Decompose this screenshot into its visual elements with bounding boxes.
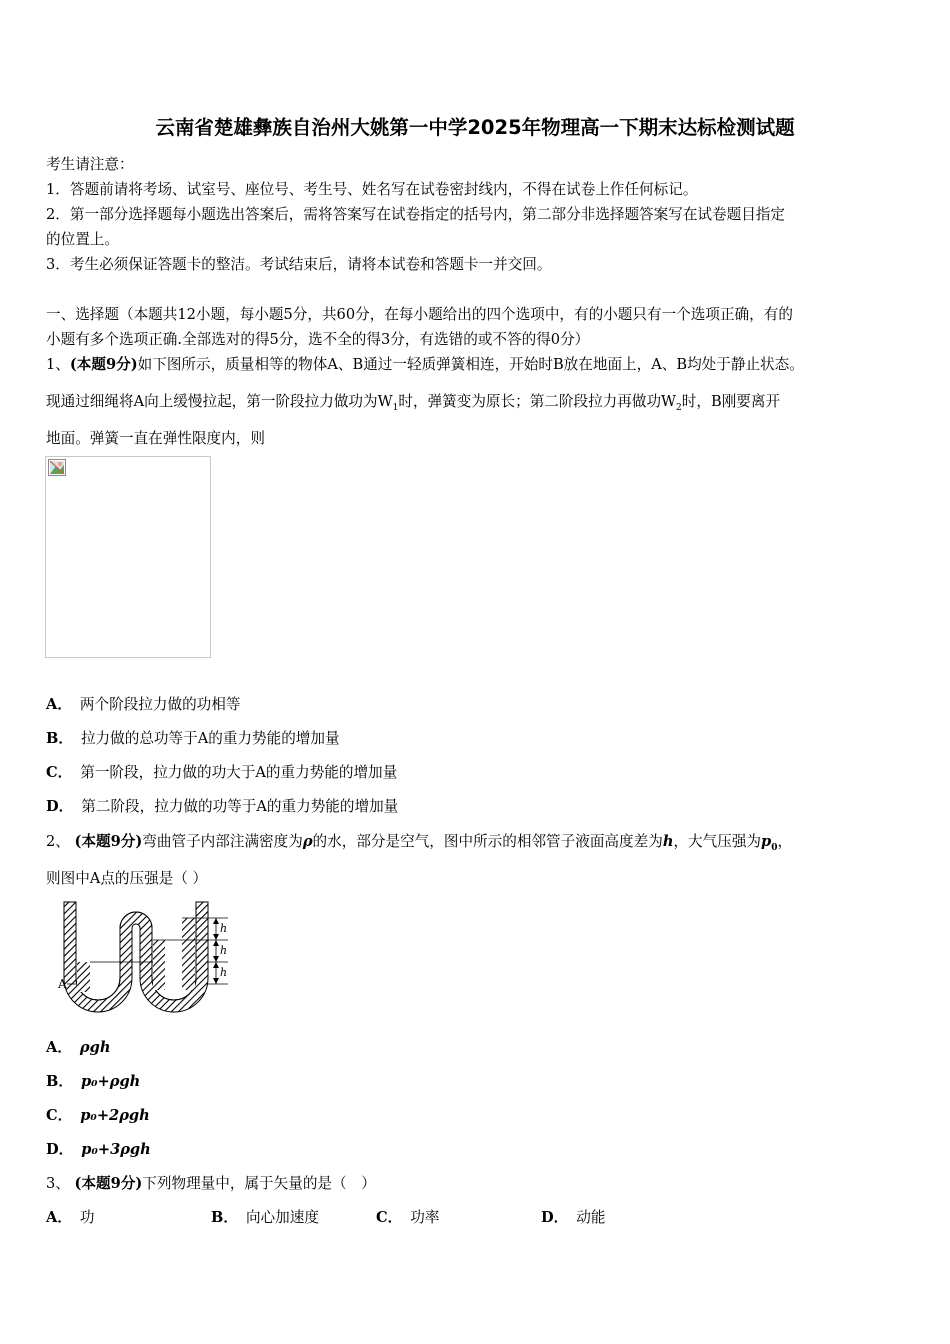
option-key: D． <box>46 798 74 815</box>
option-key: A． <box>46 1209 72 1226</box>
option-text: p₀+ρgh <box>80 1073 141 1090</box>
subscript: 0 <box>771 842 778 853</box>
option-key: B． <box>46 730 73 747</box>
h-label: h <box>220 944 228 957</box>
h-label: h <box>220 966 228 979</box>
option-text: 第一阶段，拉力做的功大于A的重力势能的增加量 <box>80 764 398 781</box>
question-text: 下列物理量中，属于矢量的是（ ） <box>142 1175 376 1192</box>
question-1-line1 <box>46 353 804 374</box>
notice-item: 的位置上。 <box>46 231 119 248</box>
option-text: 拉力做的总功等于A的重力势能的增加量 <box>80 730 340 747</box>
q2-option-a[interactable] <box>46 1036 110 1057</box>
bent-tube-figure <box>58 898 238 1016</box>
option-key: A． <box>46 696 72 713</box>
q3-option-b[interactable] <box>211 1206 319 1227</box>
option-key: A． <box>46 1039 72 1056</box>
question-text: ，大气压强为 <box>673 833 762 850</box>
h-label: h <box>220 922 228 935</box>
question-text: 弯曲管子内部注满密度为 <box>142 833 303 850</box>
missing-figure-image <box>45 456 211 658</box>
question-number: 3、 <box>46 1175 70 1192</box>
q1-option-a[interactable] <box>46 693 240 714</box>
option-text: 向心加速度 <box>245 1209 319 1226</box>
option-text: p₀+3ρgh <box>81 1141 151 1158</box>
question-number: 1、 <box>46 356 70 373</box>
symbol-rho: ρ <box>302 833 313 850</box>
notice-item: 1．答题前请将考场、试室号、座位号、考生号、姓名写在试卷密封线内，不得在试卷上作任何标记。 <box>46 181 698 198</box>
water-fill-left <box>77 962 90 992</box>
question-text: 如下图所示，质量相等的物体A、B通过一轻质弹簧相连，开始时B放在地面上，A、B均处于静止状态。 <box>137 356 804 373</box>
question-text: 时，B刚要离开 <box>681 393 781 410</box>
subscript: 2 <box>676 402 682 413</box>
option-text: 功 <box>79 1209 95 1226</box>
symbol-p: p <box>761 833 772 850</box>
option-text: 动能 <box>576 1209 606 1226</box>
option-key: C． <box>46 1107 73 1124</box>
option-key: C． <box>46 764 73 781</box>
page-title: 云南省楚雄彝族自治州大姚第一中学2025年物理高一下期末达标检测试题 <box>155 116 795 139</box>
section-heading: 一、选择题（本题共12小题，每小题5分，共60分，在每小题给出的四个选项中，有的小题只有一个选项正确，有的 <box>46 306 793 323</box>
option-text: 功率 <box>410 1209 440 1226</box>
q1-option-c[interactable] <box>46 761 397 782</box>
question-1-line3: 地面。弹簧一直在弹性限度内，则 <box>46 430 265 447</box>
symbol-h: h <box>662 833 674 850</box>
subscript: 1 <box>392 402 399 413</box>
q2-option-d[interactable] <box>46 1138 151 1159</box>
question-1-line2 <box>46 390 780 413</box>
q3-option-d[interactable] <box>541 1206 605 1227</box>
question-score: (本题9分) <box>69 356 138 373</box>
option-key: D． <box>541 1209 569 1226</box>
broken-image-icon <box>48 459 66 476</box>
section-heading-cont: 小题有多个选项正确.全部选对的得5分，选不全的得3分，有选错的或不答的得0分） <box>46 331 590 348</box>
option-text: 两个阶段拉力做的功相等 <box>79 696 241 713</box>
q1-option-b[interactable] <box>46 727 340 748</box>
notice-item: 3．考生必须保证答题卡的整洁。考试结束后，请将本试卷和答题卡一并交回。 <box>46 256 552 273</box>
q2-option-c[interactable] <box>46 1104 150 1125</box>
option-key: B． <box>211 1209 238 1226</box>
option-text: ρgh <box>79 1039 111 1056</box>
q1-option-d[interactable] <box>46 795 398 816</box>
point-a-label: A <box>58 977 67 991</box>
option-key: D． <box>46 1141 74 1158</box>
option-text: 第二阶段，拉力做的功等于A的重力势能的增加量 <box>81 798 399 815</box>
notice-heading: 考生请注意： <box>46 156 134 173</box>
question-text: 时，弹簧变为原长；第二阶段拉力再做功W <box>398 393 677 410</box>
question-score: (本题9分) <box>74 1175 143 1192</box>
question-text: 现通过细绳将A向上缓慢拉起，第一阶段拉力做功为W <box>46 393 393 410</box>
q2-option-b[interactable] <box>46 1070 140 1091</box>
question-number: 2、 <box>46 833 70 850</box>
q3-option-c[interactable] <box>376 1206 439 1227</box>
water-fill-middle <box>153 940 165 990</box>
question-score: (本题9分) <box>74 833 143 850</box>
option-key: C． <box>376 1209 403 1226</box>
water-fill-right <box>182 918 195 990</box>
question-3-line1 <box>46 1172 376 1193</box>
question-text: 的水，部分是空气，图中所示的相邻管子液面高度差为 <box>312 833 663 850</box>
question-text: ， <box>777 833 793 850</box>
question-2-line2: 则图中A点的压强是（ ） <box>46 870 208 887</box>
notice-item: 2．第一部分选择题每小题选出答案后，需将答案写在试卷指定的括号内，第二部分非选择题答案写在试卷题目指定 <box>46 206 785 223</box>
question-2-line1 <box>46 830 792 853</box>
q3-option-a[interactable] <box>46 1206 95 1227</box>
option-key: B． <box>46 1073 73 1090</box>
option-text: p₀+2ρgh <box>80 1107 150 1124</box>
